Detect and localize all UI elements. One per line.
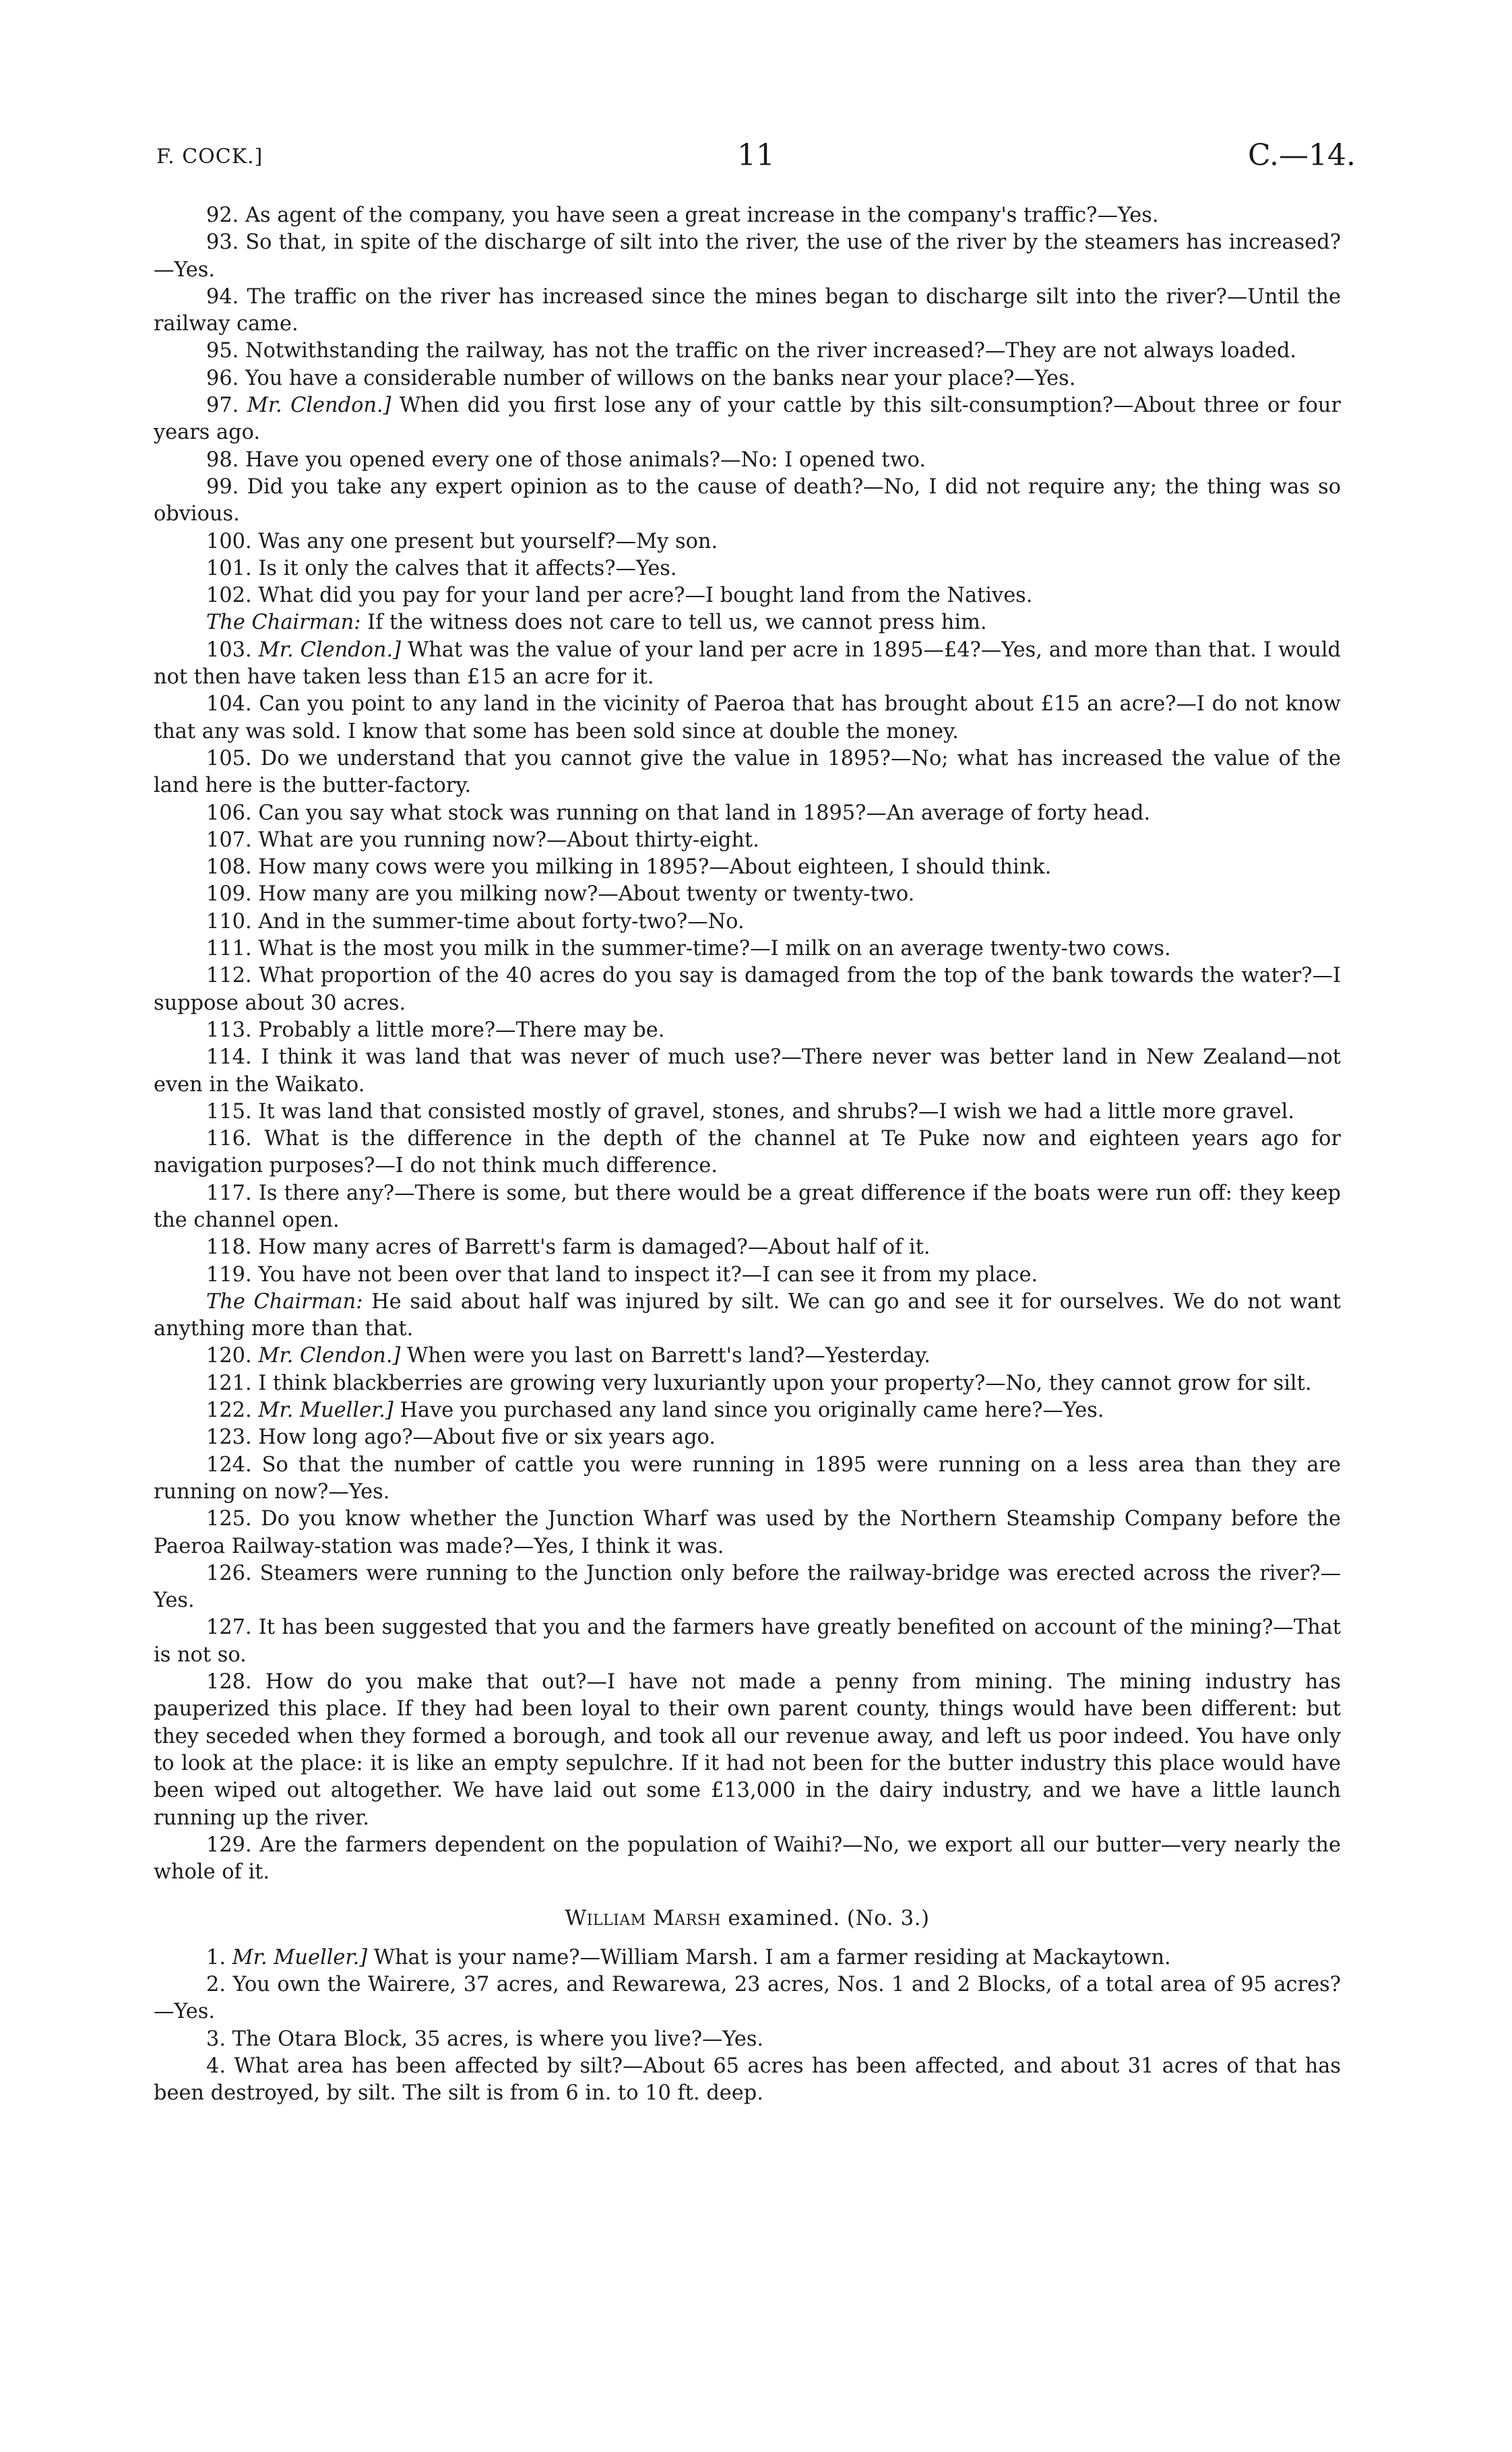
question-number: 112.	[206, 964, 252, 988]
paragraph-text: I think it was land that was never of much use?—There never was better land in New Zealand—not even in the Waikato.	[154, 1045, 1341, 1097]
paragraph-text: Can you point to any land in the vicinity of Paeroa that has brought about £15 an acre?—I do not know that any was sold. I know that some has been sold since at double the money.	[154, 692, 1341, 743]
testimony-paragraph	[154, 1126, 1341, 1180]
testimony-paragraph	[154, 555, 1341, 582]
paragraph-text: Notwithstanding the railway, has not the traffic on the river increased?—They are not always loaded.	[245, 339, 1297, 363]
speaker-label: Mr. Clendon.]	[258, 1344, 401, 1368]
testimony-paragraph	[154, 338, 1341, 365]
testimony-paragraph	[154, 474, 1341, 528]
question-number: 121.	[206, 1371, 252, 1395]
paragraph-text: How many acres of Barrett's farm is damaged?—About half of it.	[258, 1235, 931, 1260]
question-number: 107.	[206, 828, 252, 852]
paragraph-text: Was any one present but yourself?—My son.	[258, 529, 718, 553]
paragraph-text: Steamers were running to the Junction only before the railway-bridge was erected across the river?—Yes.	[154, 1561, 1342, 1613]
witness-name: William Marsh	[565, 1906, 722, 1931]
paragraph-text: What is the most you milk in the summer-time?—I milk on an average twenty-two cows.	[258, 937, 1171, 961]
testimony-paragraph	[154, 1044, 1341, 1099]
paragraph-text: How many are you milking now?—About twenty or twenty-two.	[258, 882, 915, 907]
testimony-paragraph	[154, 1452, 1341, 1506]
speaker-label: Mr. Clendon.]	[258, 638, 402, 662]
testimony-paragraph	[154, 1370, 1341, 1397]
testimony-paragraph	[154, 1971, 1341, 2026]
question-number: 110.	[206, 909, 252, 933]
testimony-list	[154, 202, 1341, 1886]
testimony-paragraph	[154, 1099, 1341, 1126]
paragraph-text: Do you know whether the Junction Wharf was used by the Northern Steamship Company before the Paeroa Railway-station was made?—Yes, I think it was.	[154, 1507, 1341, 1558]
testimony-paragraph	[154, 202, 1341, 229]
testimony-paragraph	[154, 284, 1341, 338]
question-number: 104.	[206, 692, 252, 716]
testimony-paragraph	[154, 909, 1341, 936]
testimony-paragraph	[154, 1614, 1341, 1669]
paragraph-text: What was the value of your land per acre in 1895—£4?—Yes, and more than that. I would not then have taken less than £15 an acre for it.	[154, 638, 1342, 689]
question-number: 114.	[206, 1045, 252, 1070]
testimony-paragraph	[154, 936, 1341, 962]
question-number: 95.	[206, 339, 239, 363]
testimony-paragraph	[154, 229, 1341, 284]
testimony-paragraph	[154, 1234, 1341, 1261]
paragraph-text: When were you last on Barrett's land?—Yesterday.	[407, 1344, 931, 1368]
question-number: 108.	[206, 855, 252, 880]
question-number: 119.	[206, 1262, 252, 1287]
question-number: 118.	[206, 1235, 252, 1260]
question-number: 129.	[206, 1833, 252, 1857]
testimony-paragraph	[154, 392, 1341, 447]
testimony-paragraph	[154, 2053, 1341, 2108]
paragraph-text: The Otara Block, 35 acres, is where you live?—Yes.	[232, 2027, 764, 2051]
question-number: 124.	[206, 1452, 252, 1477]
speaker-label: The Chairman:	[206, 1289, 363, 1314]
paragraph-text: It was land that consisted mostly of gravel, stones, and shrubs?—I wish we had a little more gravel.	[258, 1099, 1295, 1124]
paragraph-text: What is the difference in the depth of the channel at Te Puke now and eighteen years ago for navigation purposes?—I do not think much difference.	[154, 1127, 1341, 1178]
question-number: 102.	[206, 584, 252, 608]
paragraph-text: I think blackberries are growing very luxuriantly upon your property?—No, they cannot grow for silt.	[258, 1371, 1312, 1395]
testimony-paragraph	[154, 881, 1341, 908]
section-heading	[154, 1905, 1341, 1932]
paragraph-text: What did you pay for your land per acre?—I bought land from the Natives.	[258, 584, 1033, 608]
question-number: 111.	[206, 937, 252, 961]
question-number: 2.	[206, 1973, 226, 1996]
testimony-paragraph	[154, 582, 1341, 609]
question-number: 1.	[206, 1945, 226, 1969]
paragraph-text: You have a considerable number of willows on the banks near your place?—Yes.	[245, 366, 1076, 390]
document-reference: C.—14.	[1247, 138, 1356, 173]
paragraph-text: What is your name?—William Marsh. I am a farmer residing at Mackaytown.	[373, 1945, 1171, 1969]
testimony-paragraph	[154, 1944, 1341, 1971]
testimony-paragraph	[154, 637, 1341, 692]
paragraph-text: It has been suggested that you and the farmers have greatly benefited on account of the mining?—That is not so.	[154, 1616, 1341, 1667]
paragraph-text: Probably a little more?—There may be.	[258, 1018, 665, 1042]
testimony-paragraph	[154, 1343, 1341, 1370]
question-number: 99.	[206, 474, 239, 499]
testimony-paragraph	[154, 1506, 1341, 1560]
question-number: 92.	[206, 204, 239, 227]
speaker-label: Mr. Mueller.]	[258, 1399, 393, 1423]
question-number: 94.	[206, 284, 239, 309]
paragraph-text: You own the Wairere, 37 acres, and Rewarewa, 23 acres, Nos. 1 and 2 Blocks, of a total area of 95 acres?—Yes.	[154, 1973, 1341, 2024]
examination-label: examined. (No. 3.)	[721, 1906, 930, 1931]
testimony-paragraph	[154, 1669, 1341, 1832]
question-number: 125.	[206, 1507, 252, 1531]
question-number: 117.	[206, 1181, 252, 1205]
question-number: 115.	[206, 1099, 252, 1124]
paragraph-text: He said about half was injured by silt. We can go and see it for ourselves. We do not want anything more than that.	[154, 1289, 1341, 1341]
testimony-paragraph	[154, 528, 1341, 555]
paragraph-text: How many cows were you milking in 1895?—About eighteen, I should think.	[258, 855, 1052, 880]
testimony-paragraph	[154, 1262, 1341, 1289]
testimony-paragraph	[154, 609, 1341, 636]
question-number: 3.	[206, 2027, 226, 2051]
testimony-list-marsh	[154, 1944, 1341, 2108]
speaker-label: The Chairman:	[206, 611, 361, 635]
question-number: 98.	[206, 448, 239, 472]
page-header	[156, 138, 1356, 179]
speaker-label: Mr. Clendon.]	[247, 394, 391, 418]
question-number: 100.	[206, 529, 252, 553]
paragraph-text: How do you make that out?—I have not made a penny from mining. The mining industry has pauperized this place. If they had been loyal to their own parent county, things would have been different: but they seceded when they formed a borough, and took all our revenue away, and left us poor indeed. You have only to look at the place: it is like an empty sepulchre. If it had not been for the butter industry this place would have been wiped out altogether. We have laid out some £13,000 in the dairy industry, and we have a little launch running up the river.	[154, 1670, 1341, 1830]
paragraph-text: When did you first lose any of your cattle by this silt-consumption?—About three or four years ago.	[154, 394, 1341, 445]
paragraph-text: Did you take any expert opinion as to the cause of death?—No, I did not require any; the thing was so obvious.	[154, 474, 1341, 526]
testimony-paragraph	[154, 1832, 1341, 1887]
testimony-paragraph	[154, 854, 1341, 881]
paragraph-text: You have not been over that land to inspect it?—I can see it from my place.	[258, 1262, 1038, 1287]
testimony-paragraph	[154, 1397, 1341, 1424]
question-number: 105.	[206, 746, 252, 770]
question-number: 101.	[206, 556, 252, 580]
question-number: 93.	[206, 231, 239, 255]
paragraph-text: And in the summer-time about forty-two?—No.	[258, 909, 745, 933]
paragraph-text: So that the number of cattle you were running in 1895 were running on a less area than they are running on now?—Yes.	[154, 1452, 1341, 1504]
testimony-paragraph	[154, 1289, 1341, 1343]
paragraph-text: So that, in spite of the discharge of silt into the river, the use of the river by the steamers has increased?—Yes.	[154, 231, 1341, 282]
testimony-paragraph	[154, 365, 1341, 392]
testimony-paragraph	[154, 447, 1341, 474]
question-number: 97.	[206, 394, 239, 418]
paragraph-text: What proportion of the 40 acres do you say is damaged from the top of the bank towards the water?—I suppose about 30 acres.	[154, 964, 1341, 1015]
question-number: 4.	[206, 2054, 226, 2078]
paragraph-text: Is there any?—There is some, but there would be a great difference if the boats were run off: they keep the channel open.	[154, 1181, 1341, 1232]
speaker-label: Mr. Mueller.]	[232, 1945, 368, 1969]
question-number: 113.	[206, 1018, 252, 1042]
question-number: 116.	[206, 1127, 252, 1151]
question-number: 126.	[206, 1561, 252, 1585]
page-number: 11	[737, 138, 775, 173]
question-number: 122.	[206, 1399, 252, 1423]
question-number: 123.	[206, 1426, 252, 1450]
paragraph-text: Can you say what stock was running on that land in 1895?—An average of forty head.	[258, 801, 1151, 825]
testimony-paragraph	[154, 1560, 1341, 1615]
paragraph-text: Have you purchased any land since you originally came here?—Yes.	[400, 1399, 1104, 1423]
question-number: 127.	[206, 1616, 252, 1640]
testimony-paragraph	[154, 2026, 1341, 2053]
testimony-paragraph	[154, 800, 1341, 827]
testimony-paragraph	[154, 1017, 1341, 1044]
paragraph-text: Have you opened every one of those animals?—No: I opened two.	[245, 448, 926, 472]
paragraph-text: What are you running now?—About thirty-eight.	[258, 828, 759, 852]
paragraph-text: Are the farmers dependent on the population of Waihi?—No, we export all our butter—very nearly the whole of it.	[154, 1833, 1341, 1884]
question-number: 109.	[206, 882, 252, 907]
testimony-paragraph	[154, 1180, 1341, 1235]
question-number: 120.	[206, 1344, 252, 1368]
paragraph-text: If the witness does not care to tell us, we cannot press him.	[367, 611, 987, 635]
question-number: 96.	[206, 366, 239, 390]
question-number: 103.	[206, 638, 252, 662]
paragraph-text: The traffic on the river has increased since the mines began to discharge silt into the river?—Until the railway came.	[154, 284, 1341, 336]
header-witness-name: F. COCK.]	[156, 145, 263, 168]
page-body	[154, 202, 1341, 2107]
paragraph-text: As agent of the company, you have seen a great increase in the company's traffic?—Yes.	[245, 204, 1159, 227]
testimony-paragraph	[154, 827, 1341, 854]
testimony-paragraph	[154, 962, 1341, 1017]
paragraph-text: Is it only the calves that it affects?—Yes.	[258, 556, 677, 580]
paragraph-text: What area has been affected by silt?—About 65 acres has been affected, and about 31 acres of that has been destroyed, by silt. The silt is from 6 in. to 10 ft. deep.	[154, 2054, 1341, 2106]
question-number: 106.	[206, 801, 252, 825]
testimony-paragraph	[154, 1424, 1341, 1451]
paragraph-text: Do we understand that you cannot give the value in 1895?—No; what has increased the value of the land here is the butter-factory.	[154, 746, 1341, 798]
paragraph-text: How long ago?—About five or six years ago.	[258, 1426, 716, 1450]
testimony-paragraph	[154, 691, 1341, 745]
testimony-paragraph	[154, 745, 1341, 800]
question-number: 128.	[206, 1670, 252, 1694]
